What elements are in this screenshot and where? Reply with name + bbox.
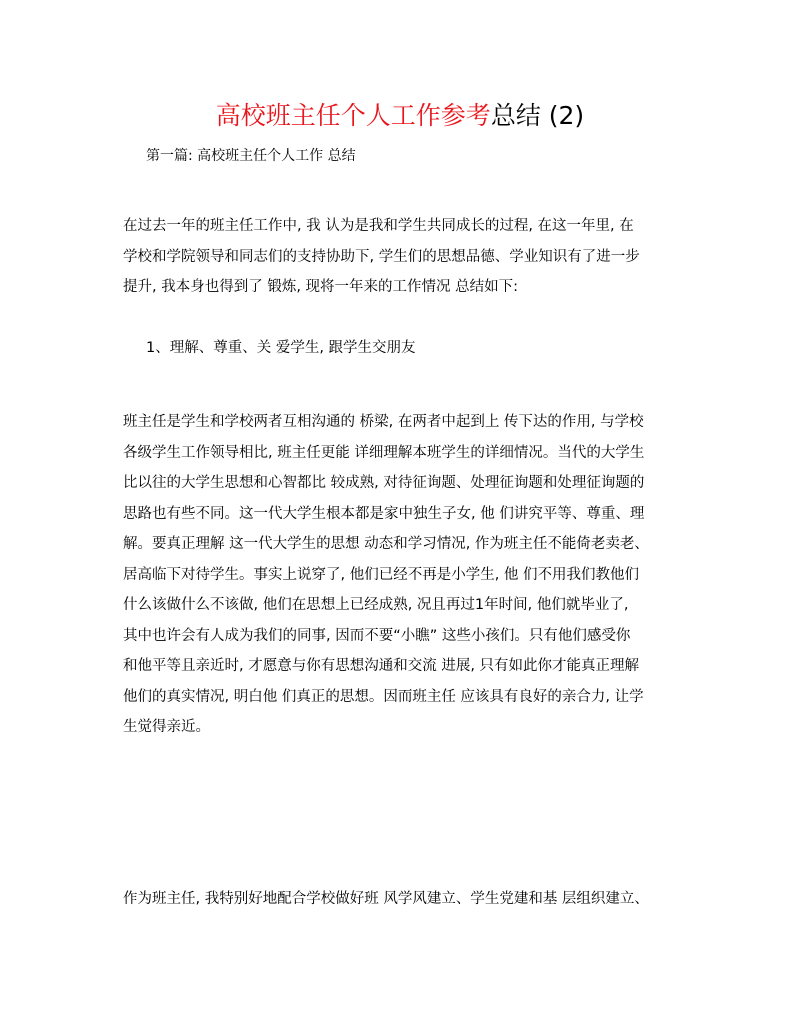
paragraph-line: 提升, 我本身也得到了 锻炼, 现将一年来的工作情况 总结如下: <box>123 279 519 295</box>
paragraph-line: 他们的真实情况, 明白他 们真正的思想。因而班主任 应该具有良好的亲合力, 让学 <box>123 688 644 705</box>
list-item-1: 1、理解、尊重、关 爱学生, 跟学生交朋友 <box>146 340 416 356</box>
document-title-highlight: 高校班主任个人工作参考 <box>215 101 491 130</box>
paragraph-line: 解。要真正理解 这一代大学生的思想 动态和学习情况, 作为班主任不能倚老卖老、 <box>123 536 649 552</box>
paragraph-line: 比以往的大学生思想和心智都比 较成熟, 对待征询题、处理征询题和处理征询题的 <box>123 475 645 491</box>
paragraph-line: 生觉得亲近。 <box>123 719 210 735</box>
paragraph-line: 作为班主任, 我特别好地配合学校做好班 风学风建立、学生党建和基 层组织建立、 <box>123 891 649 907</box>
paragraph-2 <box>123 407 683 743</box>
paragraph-line: 在过去一年的班主任工作中, 我 认为是我和学生共同成长的过程, 在这一年里, 在 <box>123 218 634 234</box>
paragraph-1 <box>123 211 683 303</box>
paragraph-3 <box>123 884 683 915</box>
paragraph-line: 居高临下对待学生。事实上说穿了, 他们已经不再是小学生, 他 们不用我们教他们 <box>123 566 640 583</box>
paragraph-line: 各级学生工作领导相比, 班主任更能 详细理解本班学生的详细情况。当代的大学生 <box>123 444 645 461</box>
paragraph-line: 什么该做什么不该做, 他们在思想上已经成熟, 况且再过1年时间, 他们就毕业了, <box>123 597 629 613</box>
document-subtitle: 第一篇: 高校班主任个人工作 总结 <box>146 148 356 164</box>
paragraph-line: 其中也许会有人成为我们的同事, 因而不要“小瞧” 这些小孩们。只有他们感受你 <box>123 627 631 644</box>
paragraph-line: 思路也有些不同。这一代大学生根本都是家中独生子女, 他 们讲究平等、尊重、理 <box>123 505 645 522</box>
document-title-rest: 总结 (2) <box>490 101 585 130</box>
paragraph-line: 班主任是学生和学校两者互相沟通的 桥梁, 在两者中起到上 传下达的作用, 与学校 <box>123 414 644 430</box>
paragraph-line: 学校和学院领导和同志们的支持协助下, 学生们的思想品德、学业知识有了进一步 <box>123 248 640 265</box>
paragraph-line: 和他平等且亲近时, 才愿意与你有思想沟通和交流 进展, 只有如此你才能真正理解 <box>123 658 640 674</box>
document-title <box>0 99 800 133</box>
